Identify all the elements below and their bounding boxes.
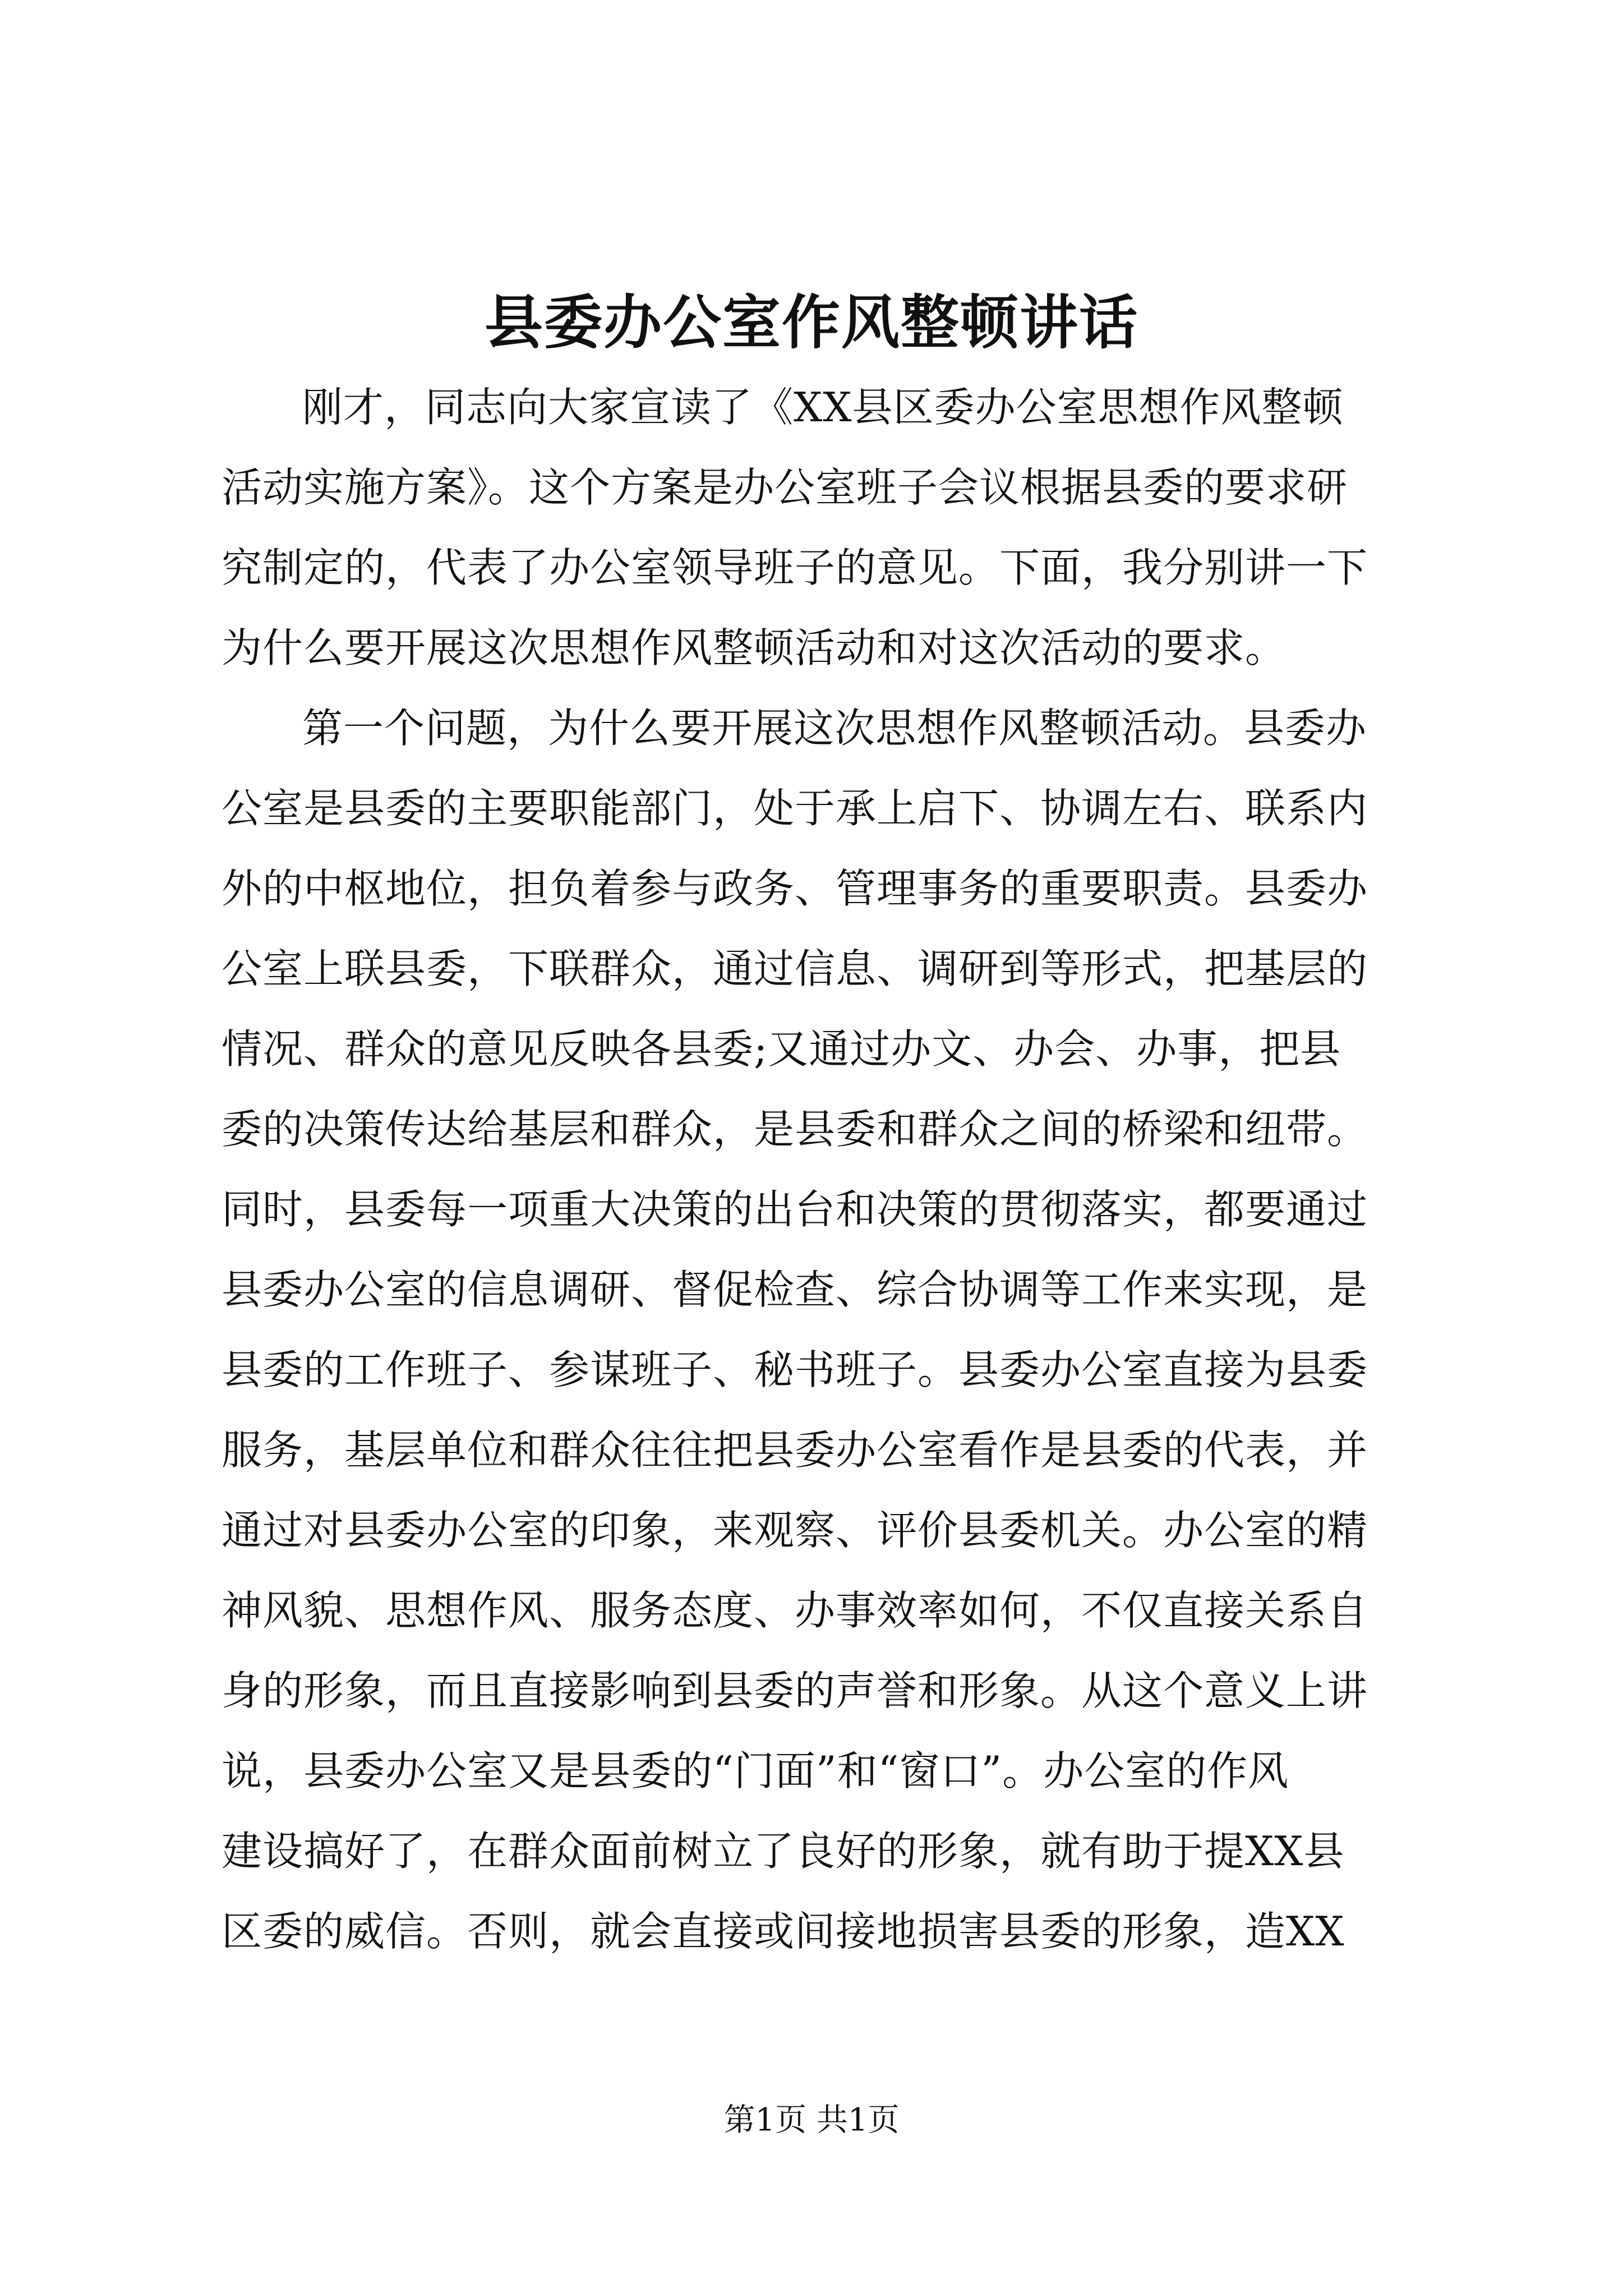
text-line: 为什么要开展这次思想作风整顿活动和对这次活动的要求。 [222, 624, 1287, 671]
document-title: 县委办公室作风整顿讲话 [484, 288, 1138, 357]
text-line: 委的决策传达给基层和群众，是县委和群众之间的桥梁和纽带。 [222, 1106, 1368, 1153]
text-line: 说，县委办公室又是县委的“门面”和“窗口”。办公室的作风 [222, 1747, 1289, 1795]
text-line: 刚才，同志向大家宣读了《XX县区委办公室思想作风整顿 [302, 384, 1344, 431]
text-line: 通过对县委办公室的印象，来观察、评价县委机关。办公室的精 [222, 1507, 1368, 1554]
paragraph-2 [222, 688, 1427, 1972]
text-line: 区委的威信。否则，就会直接或间接地损害县委的形象，造XX [222, 1908, 1345, 1955]
text-line: 第一个问题，为什么要开展这次思想作风整顿活动。县委办 [302, 705, 1367, 752]
text-line: 究制定的，代表了办公室领导班子的意见。下面，我分别讲一下 [222, 544, 1368, 591]
page-footer: 第1页 共1页 [723, 2102, 900, 2138]
text-line: 建设搞好了，在群众面前树立了良好的形象，就有助于提XX县 [222, 1828, 1345, 1875]
paragraph-1 [222, 367, 1427, 688]
text-line: 同时，县委每一项重大决策的出台和决策的贯彻落实，都要通过 [222, 1186, 1368, 1233]
text-line: 情况、群众的意见反映各县委;又通过办文、办会、办事，把县 [222, 1025, 1341, 1073]
text-line: 县委办公室的信息调研、督促检查、综合协调等工作来实现，是 [222, 1266, 1368, 1313]
text-line: 神风貌、思想作风、服务态度、办事效率如何，不仅直接关系自 [222, 1587, 1368, 1634]
text-line: 公室上联县委，下联群众，通过信息、调研到等形式，把基层的 [222, 945, 1368, 992]
text-line: 县委的工作班子、参谋班子、秘书班子。县委办公室直接为县委 [222, 1346, 1368, 1393]
text-line: 服务，基层单位和群众往往把县委办公室看作是县委的代表，并 [222, 1427, 1368, 1474]
document-body [222, 367, 1427, 1972]
text-line: 外的中枢地位，担负着参与政务、管理事务的重要职责。县委办 [222, 865, 1368, 912]
text-line: 身的形象，而且直接影响到县委的声誉和形象。从这个意义上讲 [222, 1667, 1368, 1714]
text-line: 公室是县委的主要职能部门，处于承上启下、协调左右、联系内 [222, 785, 1368, 832]
text-line: 活动实施方案》。这个方案是办公室班子会议根据县委的要求研 [222, 464, 1348, 511]
